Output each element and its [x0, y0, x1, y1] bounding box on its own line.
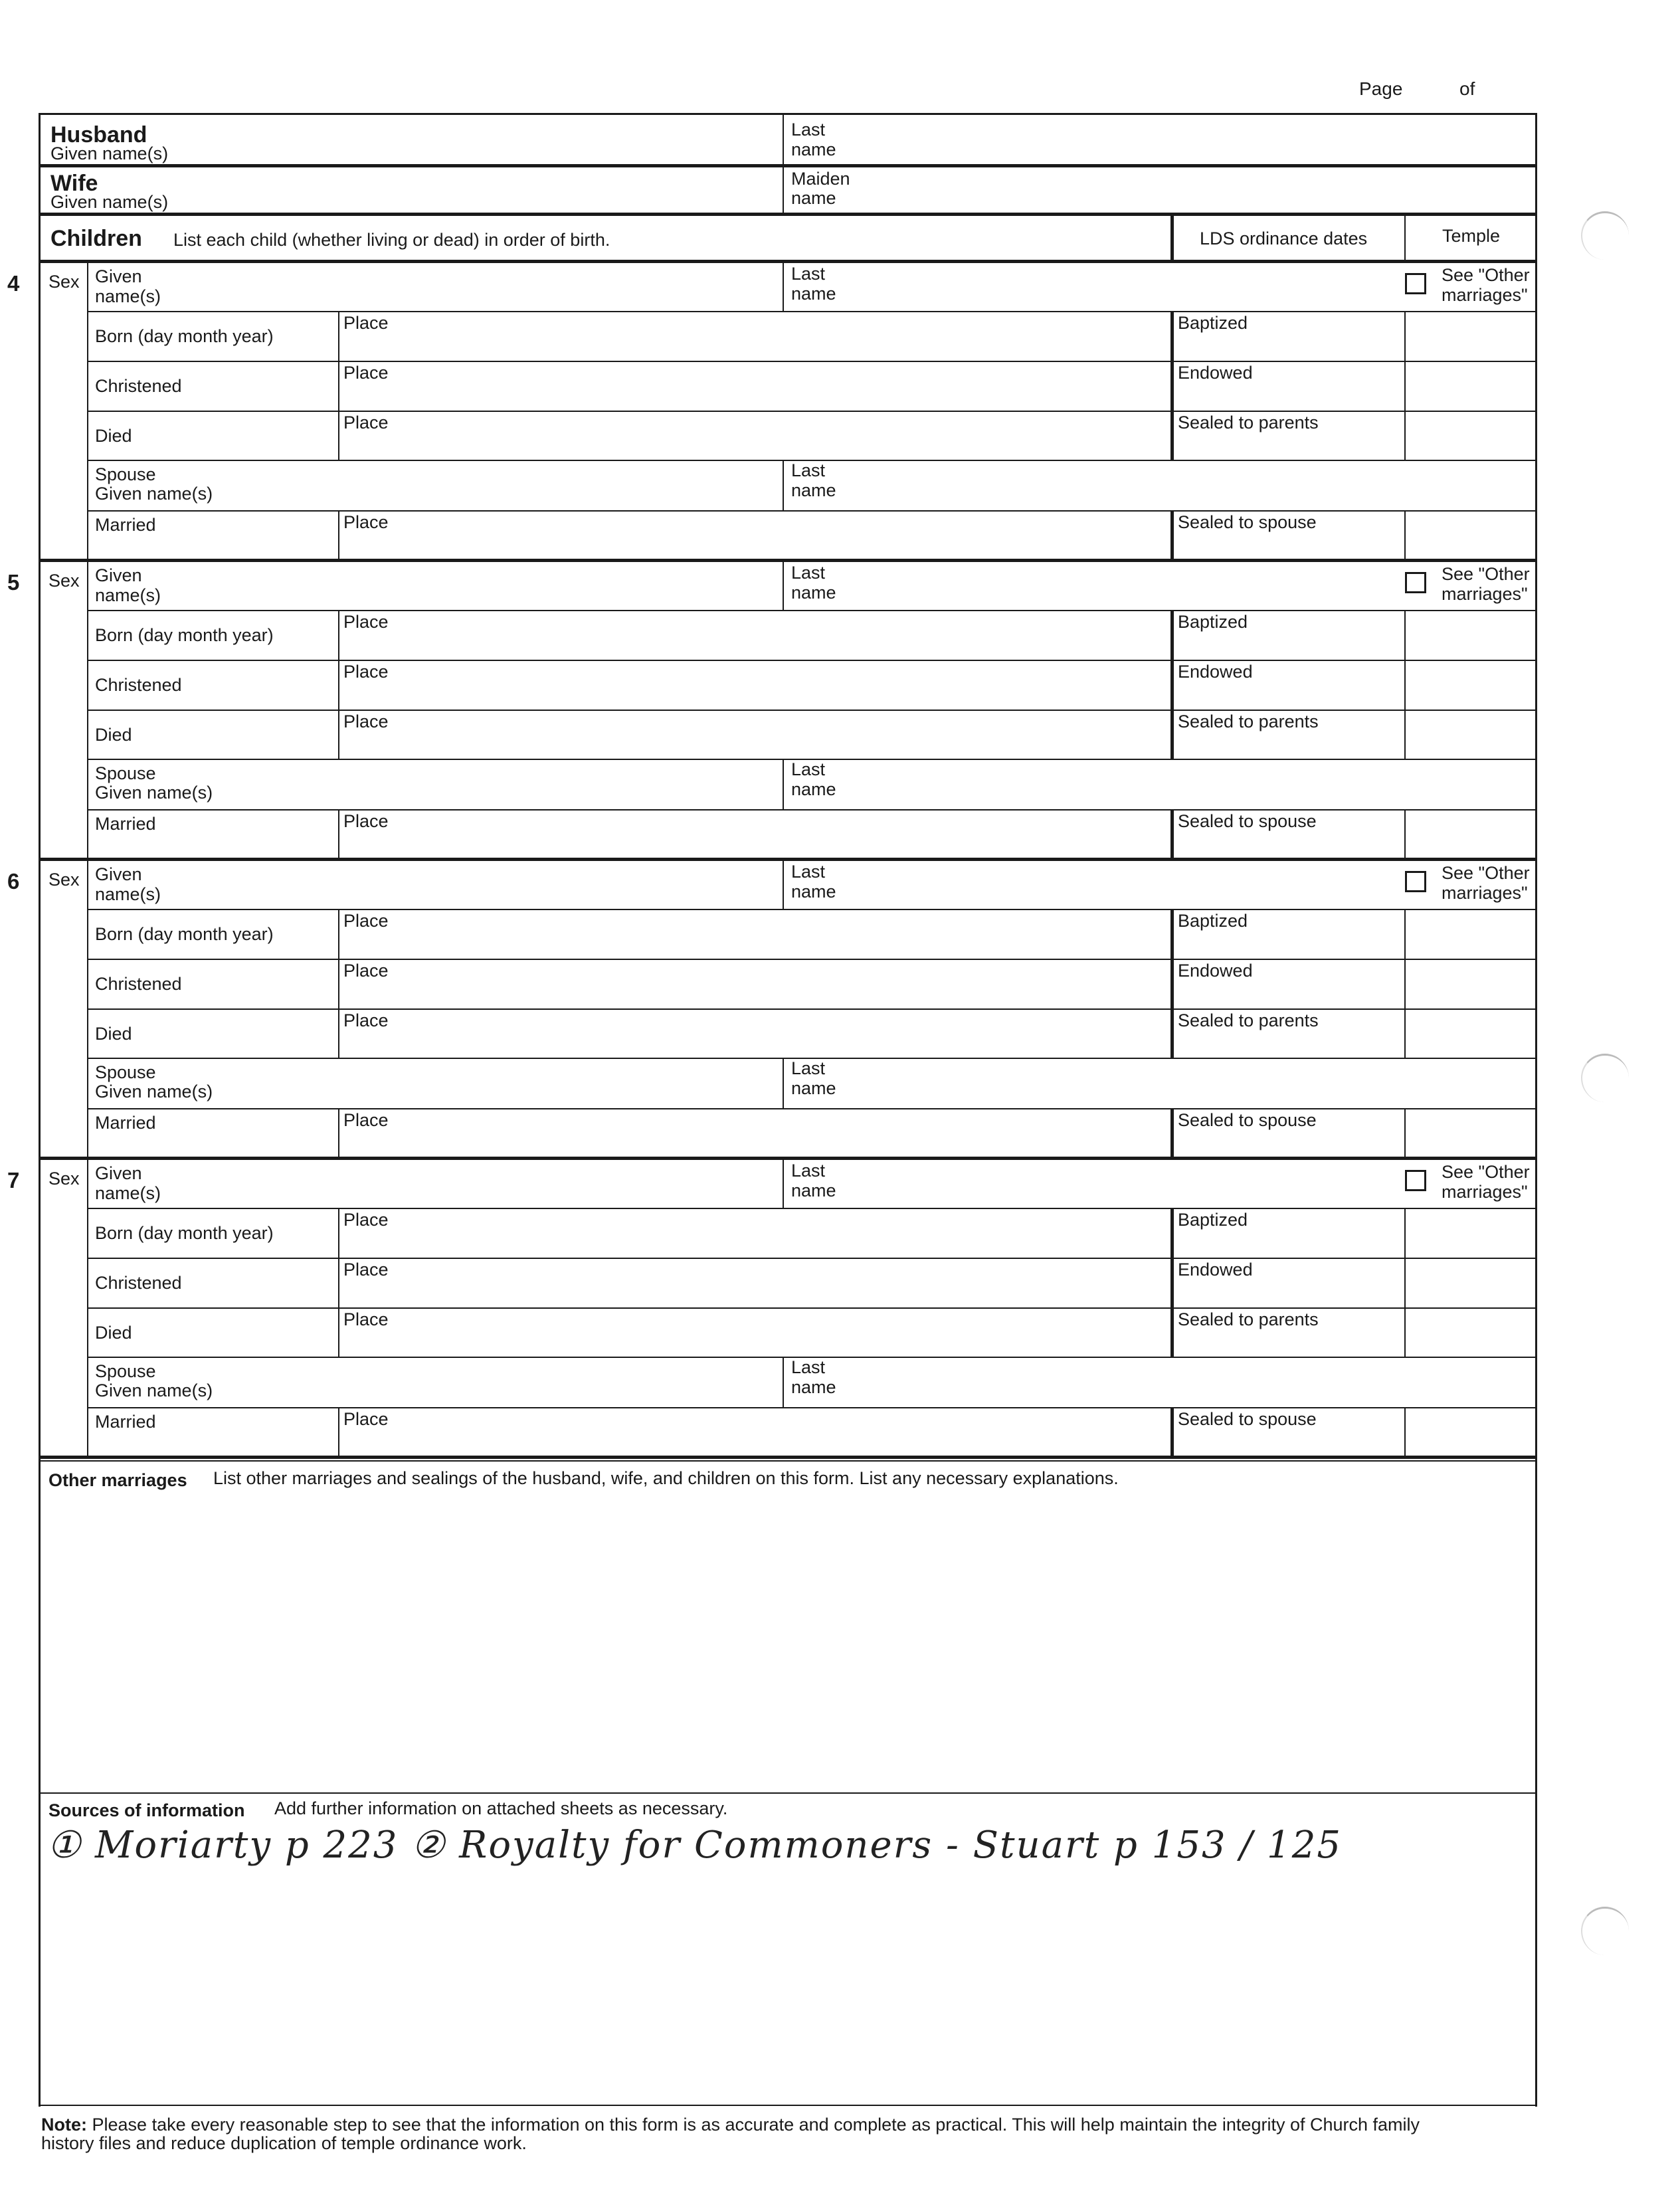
see-other-marriages-label: See "Other: [1442, 1162, 1530, 1182]
sex-label: Sex: [48, 870, 80, 890]
place-label: Place: [343, 911, 389, 931]
child-separator: [41, 1157, 1535, 1160]
divider: [1170, 1108, 1174, 1159]
spouse-last-label: Last: [791, 759, 826, 779]
place-label: Place: [343, 612, 389, 632]
page-of-label: of: [1459, 78, 1475, 99]
divider: [338, 1407, 339, 1458]
other-marriages-instruction: List other marriages and sealings of the husband, wife, and children on this form. List any necessary explanations.: [213, 1468, 1119, 1488]
died-label: Died: [95, 1024, 132, 1044]
last-name-label-2: name: [791, 583, 836, 603]
see-other-marriages-label: See "Other: [1442, 265, 1530, 285]
divider: [1170, 610, 1174, 660]
divider: [1170, 311, 1174, 361]
husband-last-label-2: name: [791, 140, 836, 159]
married-label: Married: [95, 1412, 156, 1432]
divider: [1404, 311, 1406, 361]
divider: [1170, 660, 1174, 710]
given-name-label-2: name(s): [95, 286, 161, 306]
see-other-marriages-checkbox[interactable]: [1405, 871, 1426, 892]
wife-title: Wife: [50, 171, 98, 196]
married-label: Married: [95, 515, 156, 535]
divider: [1170, 411, 1174, 460]
spouse-last-label-2: name: [791, 1078, 836, 1098]
child-separator: [41, 559, 1535, 562]
christened-label: Christened: [95, 1273, 182, 1293]
given-name-label-2: name(s): [95, 1183, 161, 1203]
lds-ordinance-header: LDS ordinance dates: [1200, 229, 1368, 248]
sex-label: Sex: [48, 571, 80, 591]
spouse-last-label: Last: [791, 1058, 826, 1078]
see-other-marriages-checkbox[interactable]: [1405, 1170, 1426, 1191]
place-label: Place: [343, 313, 389, 333]
divider: [338, 1008, 339, 1058]
given-name-label: Given: [95, 1163, 142, 1183]
divider: [1170, 710, 1174, 759]
divider: [338, 411, 339, 460]
spouse-last-label-2: name: [791, 779, 836, 799]
divider: [1404, 510, 1406, 561]
given-name-label: Given: [95, 864, 142, 884]
divider: [1170, 1008, 1174, 1058]
sex-label: Sex: [48, 272, 80, 292]
binder-hole-bottom: [1581, 1907, 1629, 1955]
married-label: Married: [95, 814, 156, 834]
divider: [1404, 710, 1406, 759]
temple-header: Temple: [1442, 226, 1501, 246]
divider: [338, 1208, 339, 1258]
last-name-label: Last: [791, 1161, 826, 1181]
husband-title: Husband: [50, 122, 147, 147]
row-line: [87, 361, 1535, 362]
divider: [1170, 909, 1174, 959]
wife-given-label: Given name(s): [50, 192, 169, 212]
divider: [783, 1058, 784, 1108]
handwritten-sources: ① Moriarty p 223 ② Royalty for Commoners - Stuart p 153 / 125: [47, 1824, 1342, 1867]
baptized-label: Baptized: [1178, 1210, 1248, 1230]
divider: [1404, 361, 1406, 411]
christened-label: Christened: [95, 974, 182, 994]
divider: [338, 710, 339, 759]
sources-instruction: Add further information on attached sheets as necessary.: [274, 1798, 728, 1818]
children-title: Children: [50, 226, 142, 251]
died-label: Died: [95, 426, 132, 446]
sealed_parents-label: Sealed to parents: [1178, 1010, 1319, 1030]
divider: [338, 510, 339, 561]
note-text-1: Please take every reasonable step to see that the information on this form is as accurate and complete as practical. This will help maintain the integrity of Church family: [92, 2115, 1420, 2135]
place-label: Place: [343, 1210, 389, 1230]
baptized-label: Baptized: [1178, 612, 1248, 632]
divider: [783, 460, 784, 510]
see-other-marriages-label-2: marriages": [1442, 285, 1528, 305]
spouse-label: Spouse: [95, 763, 156, 783]
child-number: 4: [7, 271, 20, 296]
row-line: [87, 1108, 1535, 1109]
baptized-label: Baptized: [1178, 313, 1248, 333]
place-label: Place: [343, 413, 389, 432]
endowed-label: Endowed: [1178, 363, 1253, 383]
place-label: Place: [343, 961, 389, 981]
divider: [1170, 1307, 1174, 1357]
child-separator: [41, 1456, 1535, 1459]
spouse-last-label-2: name: [791, 1377, 836, 1397]
husband-last-label: Last: [791, 120, 826, 140]
child-number: 7: [7, 1168, 20, 1193]
sources-title: Sources of information: [48, 1800, 245, 1820]
given-name-label: Given: [95, 266, 142, 286]
divider: [1404, 1208, 1406, 1258]
sealed-spouse-label: Sealed to spouse: [1178, 1409, 1317, 1429]
died-label: Died: [95, 725, 132, 745]
divider: [1170, 361, 1174, 411]
row-line: [87, 660, 1535, 661]
child-separator: [41, 858, 1535, 861]
row-line: [87, 1208, 1535, 1209]
divider: [338, 361, 339, 411]
endowed-label: Endowed: [1178, 1260, 1253, 1280]
row-line: [87, 1258, 1535, 1259]
divider: [338, 1258, 339, 1307]
divider: [783, 561, 784, 610]
divider: [338, 610, 339, 660]
divider: [1170, 1208, 1174, 1258]
divider: [338, 311, 339, 361]
last-name-label-2: name: [791, 882, 836, 902]
place-label: Place: [343, 811, 389, 831]
row-line: [87, 1307, 1535, 1309]
see-other-marriages-label: See "Other: [1442, 863, 1530, 883]
binder-hole-top: [1581, 211, 1629, 260]
divider: [338, 959, 339, 1008]
place-label: Place: [343, 712, 389, 731]
place-label: Place: [343, 1110, 389, 1130]
divider: [1170, 510, 1174, 561]
last-name-label: Last: [791, 563, 826, 583]
divider: [338, 909, 339, 959]
divider: [338, 809, 339, 860]
sealed-spouse-label: Sealed to spouse: [1178, 811, 1317, 831]
spouse-given-label: Given name(s): [95, 783, 213, 803]
see-other-marriages-label-2: marriages": [1442, 584, 1528, 604]
divider: [1170, 959, 1174, 1008]
spouse-last-label-2: name: [791, 480, 836, 500]
born-label: Born (day month year): [95, 625, 274, 645]
divider: [1404, 1108, 1406, 1159]
divider: [1404, 1407, 1406, 1458]
place-label: Place: [343, 1010, 389, 1030]
divider: [1404, 660, 1406, 710]
divider: [1404, 1307, 1406, 1357]
christened-label: Christened: [95, 675, 182, 695]
wife-maiden-label: Maiden: [791, 169, 850, 189]
see-other-marriages-label-2: marriages": [1442, 883, 1528, 903]
born-label: Born (day month year): [95, 326, 274, 346]
spouse-label: Spouse: [95, 1062, 156, 1082]
row-line: [87, 610, 1535, 611]
note-title: Note:: [41, 2115, 87, 2135]
note-line-1: [41, 2115, 1420, 2135]
row-line: [87, 909, 1535, 910]
see-other-marriages-label: See "Other: [1442, 564, 1530, 584]
divider: [1404, 959, 1406, 1008]
child-number: 5: [7, 570, 20, 595]
divider: [783, 1357, 784, 1407]
see-other-marriages-checkbox[interactable]: [1405, 273, 1426, 294]
spouse-given-label: Given name(s): [95, 484, 213, 504]
row-line: [87, 710, 1535, 711]
row-line: [87, 1008, 1535, 1010]
divider: [1404, 809, 1406, 860]
divider: [1404, 1258, 1406, 1307]
see-other-marriages-label-2: marriages": [1442, 1182, 1528, 1202]
born-label: Born (day month year): [95, 924, 274, 944]
divider: [1404, 411, 1406, 460]
born-label: Born (day month year): [95, 1223, 274, 1243]
place-label: Place: [343, 1409, 389, 1429]
see-other-marriages-checkbox[interactable]: [1405, 572, 1426, 593]
divider: [783, 262, 784, 311]
divider: [1170, 1258, 1174, 1307]
place-label: Place: [343, 1260, 389, 1280]
divider: [783, 860, 784, 909]
sealed_parents-label: Sealed to parents: [1178, 413, 1319, 432]
last-name-label-2: name: [791, 1181, 836, 1200]
died-label: Died: [95, 1323, 132, 1343]
sealed_parents-label: Sealed to parents: [1178, 712, 1319, 731]
other-marriages-title: Other marriages: [48, 1470, 187, 1490]
last-name-label: Last: [791, 264, 826, 284]
divider: [783, 759, 784, 809]
baptized-label: Baptized: [1178, 911, 1248, 931]
divider: [1170, 809, 1174, 860]
child-number: 6: [7, 869, 20, 894]
note-line-2: history files and reduce duplication of temple ordinance work.: [41, 2133, 527, 2153]
family-group-record-form: [7, 113, 1537, 2107]
divider: [1404, 909, 1406, 959]
given-name-label: Given: [95, 565, 142, 585]
page-label: Page: [1359, 78, 1403, 99]
spouse-last-label: Last: [791, 1357, 826, 1377]
children-instruction: List each child (whether living or dead) in order of birth.: [173, 230, 610, 250]
place-label: Place: [343, 363, 389, 383]
last-name-label: Last: [791, 862, 826, 882]
divider: [1170, 1407, 1174, 1458]
row-line: [87, 1407, 1535, 1408]
place-label: Place: [343, 662, 389, 682]
row-line: [87, 510, 1535, 512]
sealed_parents-label: Sealed to parents: [1178, 1309, 1319, 1329]
place-label: Place: [343, 512, 389, 532]
endowed-label: Endowed: [1178, 961, 1253, 981]
wife-maiden-label-2: name: [791, 188, 836, 208]
sealed-spouse-label: Sealed to spouse: [1178, 1110, 1317, 1130]
husband-given-label: Given name(s): [50, 143, 169, 163]
divider: [338, 1108, 339, 1159]
spouse-given-label: Given name(s): [95, 1082, 213, 1101]
spouse-given-label: Given name(s): [95, 1381, 213, 1400]
sex-label: Sex: [48, 1169, 80, 1189]
row-line: [87, 311, 1535, 312]
place-label: Place: [343, 1309, 389, 1329]
divider: [338, 1307, 339, 1357]
last-name-label-2: name: [791, 284, 836, 304]
row-line: [87, 959, 1535, 960]
row-line: [87, 411, 1535, 412]
given-name-label-2: name(s): [95, 884, 161, 904]
given-name-label-2: name(s): [95, 585, 161, 605]
divider: [338, 660, 339, 710]
divider: [1404, 610, 1406, 660]
endowed-label: Endowed: [1178, 662, 1253, 682]
sealed-spouse-label: Sealed to spouse: [1178, 512, 1317, 532]
divider: [1404, 1008, 1406, 1058]
spouse-label: Spouse: [95, 1361, 156, 1381]
divider: [783, 1159, 784, 1208]
spouse-label: Spouse: [95, 464, 156, 484]
married-label: Married: [95, 1113, 156, 1133]
spouse-last-label: Last: [791, 460, 826, 480]
christened-label: Christened: [95, 376, 182, 396]
row-line: [87, 809, 1535, 811]
binder-hole-middle: [1581, 1054, 1629, 1102]
